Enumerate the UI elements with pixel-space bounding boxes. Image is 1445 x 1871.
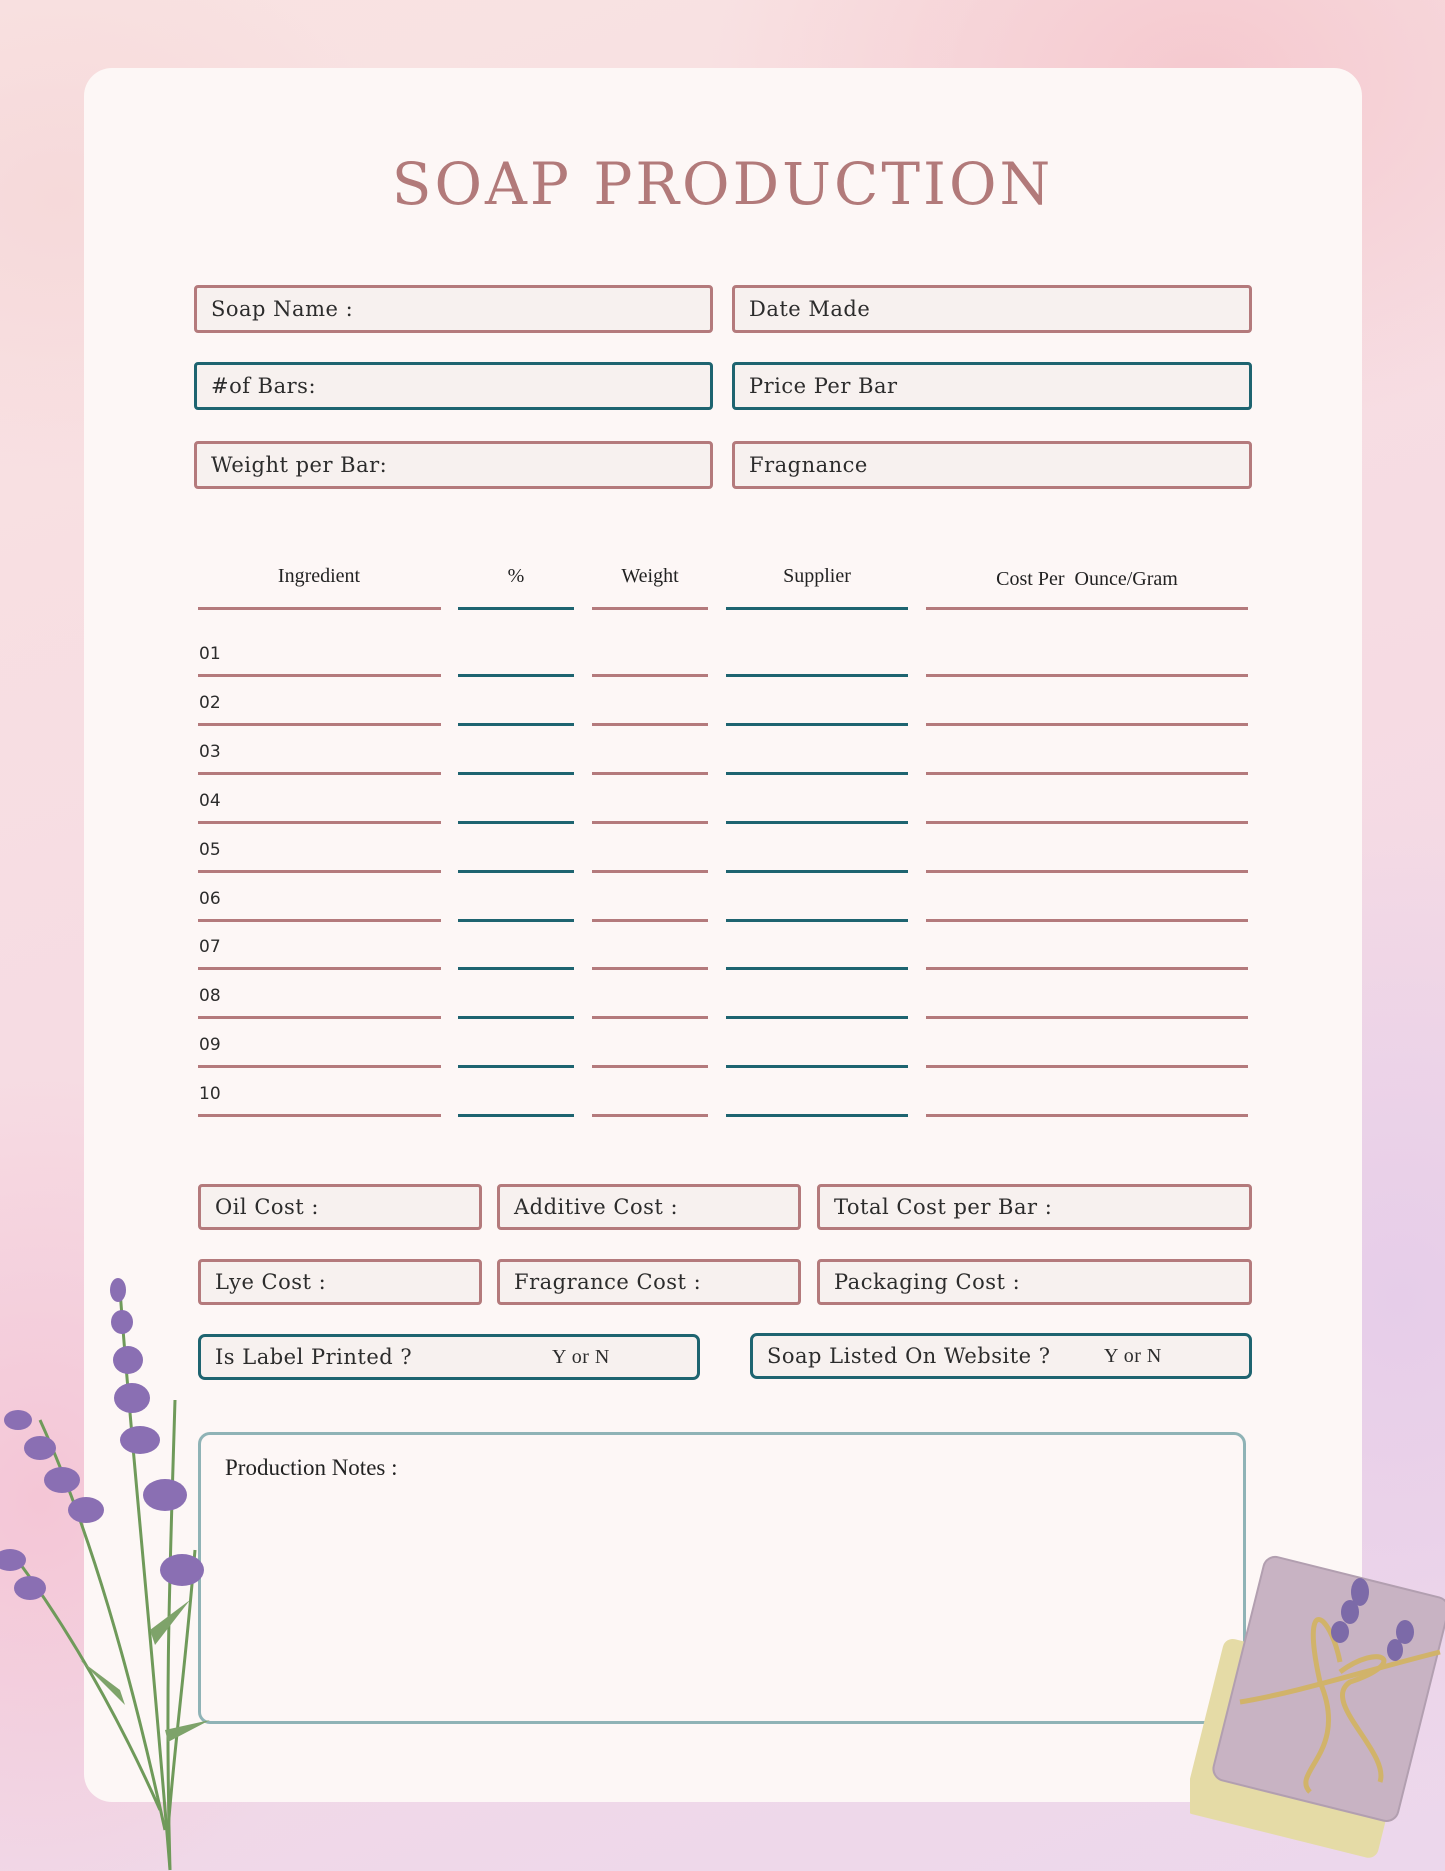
- row-line-ingredient[interactable]: [198, 1114, 441, 1117]
- packaging-cost-label: Packaging Cost :: [834, 1270, 1021, 1294]
- row-line-ingredient[interactable]: [198, 674, 441, 677]
- label-printed-field[interactable]: [198, 1334, 700, 1380]
- row-line-weight[interactable]: [592, 674, 708, 677]
- header-weight: Weight: [621, 565, 679, 587]
- listed-on-website-field[interactable]: [750, 1333, 1252, 1379]
- row-line-cost[interactable]: [926, 1016, 1248, 1019]
- row-line-percent[interactable]: [458, 772, 574, 775]
- row-number: 04: [199, 790, 221, 811]
- row-line-supplier[interactable]: [726, 772, 908, 775]
- row-line-percent[interactable]: [458, 723, 574, 726]
- fragrance-cost-field[interactable]: [497, 1259, 801, 1305]
- header-cost-per-unit: Cost Per Ounce/Gram: [996, 568, 1178, 590]
- row-number: 09: [199, 1035, 221, 1056]
- row-number: 01: [199, 644, 221, 664]
- row-number: 07: [199, 937, 221, 958]
- total-cost-per-bar-label: Total Cost per Bar :: [834, 1195, 1053, 1219]
- row-line-ingredient[interactable]: [198, 723, 441, 726]
- row-line-weight[interactable]: [592, 772, 708, 775]
- header-underline-supplier: [726, 607, 908, 610]
- production-notes-box[interactable]: [198, 1432, 1246, 1724]
- row-line-supplier[interactable]: [726, 723, 908, 726]
- date-made-field[interactable]: [732, 285, 1252, 333]
- oil-cost-label: Oil Cost :: [215, 1195, 320, 1219]
- production-notes-label: Production Notes :: [225, 1455, 398, 1480]
- weight-per-bar-field[interactable]: [194, 441, 713, 489]
- row-number: 08: [199, 986, 221, 1007]
- soap-name-label: Soap Name :: [211, 297, 354, 321]
- lye-cost-label: Lye Cost :: [215, 1270, 327, 1294]
- row-line-percent[interactable]: [458, 1114, 574, 1117]
- row-line-percent[interactable]: [458, 821, 574, 824]
- row-line-supplier[interactable]: [726, 821, 908, 824]
- row-line-ingredient[interactable]: [198, 870, 441, 873]
- fragrance-cost-label: Fragrance Cost :: [514, 1270, 702, 1294]
- row-line-percent[interactable]: [458, 870, 574, 873]
- row-number: 10: [199, 1084, 221, 1105]
- row-line-supplier[interactable]: [726, 674, 908, 677]
- page-title: SOAP PRODUCTION: [391, 150, 1054, 218]
- listed-on-website-yn[interactable]: Y or N: [1104, 1344, 1162, 1367]
- listed-on-website-label: Soap Listed On Website ?: [767, 1344, 1051, 1368]
- fragrance-field[interactable]: [732, 441, 1252, 489]
- price-per-bar-field[interactable]: [732, 362, 1252, 410]
- row-line-ingredient[interactable]: [198, 821, 441, 824]
- row-line-weight[interactable]: [592, 1114, 708, 1117]
- row-line-weight[interactable]: [592, 870, 708, 873]
- header-ingredient: Ingredient: [277, 565, 361, 587]
- row-line-supplier[interactable]: [726, 1016, 908, 1019]
- row-line-supplier[interactable]: [726, 919, 908, 922]
- additive-cost-field[interactable]: [497, 1184, 801, 1230]
- total-cost-per-bar-field[interactable]: [817, 1184, 1252, 1230]
- row-line-percent[interactable]: [458, 967, 574, 970]
- additive-cost-label: Additive Cost :: [514, 1195, 679, 1219]
- row-line-cost[interactable]: [926, 723, 1248, 726]
- row-line-supplier[interactable]: [726, 1065, 908, 1068]
- row-line-percent[interactable]: [458, 674, 574, 677]
- row-line-cost[interactable]: [926, 1114, 1248, 1117]
- row-line-cost[interactable]: [926, 870, 1248, 873]
- row-line-percent[interactable]: [458, 919, 574, 922]
- row-line-ingredient[interactable]: [198, 967, 441, 970]
- row-line-weight[interactable]: [592, 919, 708, 922]
- row-number: 06: [199, 888, 221, 909]
- row-line-weight[interactable]: [592, 1065, 708, 1068]
- row-line-supplier[interactable]: [726, 967, 908, 970]
- row-line-cost[interactable]: [926, 919, 1248, 922]
- header-underline-cost: [926, 607, 1248, 610]
- fragrance-label: Fragnance: [749, 453, 868, 477]
- row-number: 02: [199, 692, 221, 713]
- row-line-cost[interactable]: [926, 967, 1248, 970]
- packaging-cost-field[interactable]: [817, 1259, 1252, 1305]
- header-underline-weight: [592, 607, 708, 610]
- row-line-weight[interactable]: [592, 723, 708, 726]
- row-line-cost[interactable]: [926, 772, 1248, 775]
- weight-per-bar-label: Weight per Bar:: [211, 453, 388, 477]
- lye-cost-field[interactable]: [198, 1259, 482, 1305]
- row-line-percent[interactable]: [458, 1065, 574, 1068]
- row-line-weight[interactable]: [592, 821, 708, 824]
- row-line-supplier[interactable]: [726, 1114, 908, 1117]
- row-line-ingredient[interactable]: [198, 919, 441, 922]
- row-line-percent[interactable]: [458, 1016, 574, 1019]
- row-number: 03: [199, 741, 221, 762]
- soap-name-field[interactable]: [194, 285, 713, 333]
- row-line-ingredient[interactable]: [198, 1016, 441, 1019]
- row-line-cost[interactable]: [926, 1065, 1248, 1068]
- header-underline-percent: [458, 607, 574, 610]
- header-underline-ingredient: [198, 607, 441, 610]
- date-made-label: Date Made: [749, 297, 871, 321]
- number-of-bars-label: #of Bars:: [211, 374, 317, 398]
- soap-bar-illustration: [1190, 1552, 1445, 1871]
- row-number: 05: [199, 839, 221, 860]
- header-percent: %: [507, 565, 525, 587]
- row-line-supplier[interactable]: [726, 870, 908, 873]
- number-of-bars-field[interactable]: [194, 362, 713, 410]
- header-supplier: Supplier: [783, 565, 851, 587]
- row-line-ingredient[interactable]: [198, 772, 441, 775]
- label-printed-yn[interactable]: Y or N: [552, 1345, 610, 1368]
- row-line-cost[interactable]: [926, 821, 1248, 824]
- price-per-bar-label: Price Per Bar: [749, 374, 898, 398]
- row-line-cost[interactable]: [926, 674, 1248, 677]
- label-printed-label: Is Label Printed ?: [215, 1345, 413, 1369]
- row-line-weight[interactable]: [592, 967, 708, 970]
- row-line-ingredient[interactable]: [198, 1065, 441, 1068]
- row-line-weight[interactable]: [592, 1016, 708, 1019]
- lavender-illustration: [0, 1270, 240, 1871]
- oil-cost-field[interactable]: [198, 1184, 482, 1230]
